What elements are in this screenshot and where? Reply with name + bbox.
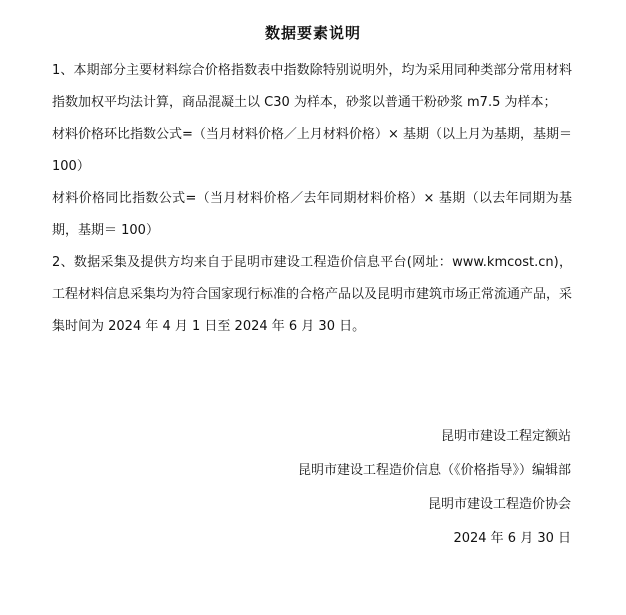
- paragraph-yoy-index-formula: 材料价格同比指数公式=（当月材料价格／去年同期材料价格）× 基期（以去年同期为基期，基期＝ 100）: [52, 191, 572, 238]
- signature-block: [298, 420, 571, 556]
- signature-cost-association: 昆明市建设工程造价协会: [427, 497, 571, 512]
- paragraph-mom-index-formula: 材料价格环比指数公式=（当月材料价格／上月材料价格）× 基期（以上月为基期，基期＝ 100）: [52, 127, 572, 174]
- signature-editorial-department: 昆明市建设工程造价信息（《价格指导》）编辑部: [297, 463, 571, 478]
- signature-quota-station: 昆明市建设工程定额站: [440, 429, 571, 444]
- document-body: [52, 55, 572, 343]
- paragraph-data-source: 2、数据采集及提供方均来自于昆明市建设工程造价信息平台(网址：www.kmcost.cn)，工程材料信息采集均为符合国家现行标准的合格产品以及昆明市建筑市场正常流通产品，采集时间为 2024 年 4 月 1 日至 2024 年 6 月 30 日。: [52, 255, 573, 334]
- paragraph-sampling-method: 1、本期部分主要材料综合价格指数表中指数除特别说明外，均为采用同种类部分常用材料指数加权平均法计算，商品混凝土以 C30 为样本，砂浆以普通干粉砂浆 m7.5 为样本；: [52, 63, 572, 110]
- signature-date: 2024 年 6 月 30 日: [453, 531, 571, 546]
- document-title: 数据要素说明: [264, 24, 361, 42]
